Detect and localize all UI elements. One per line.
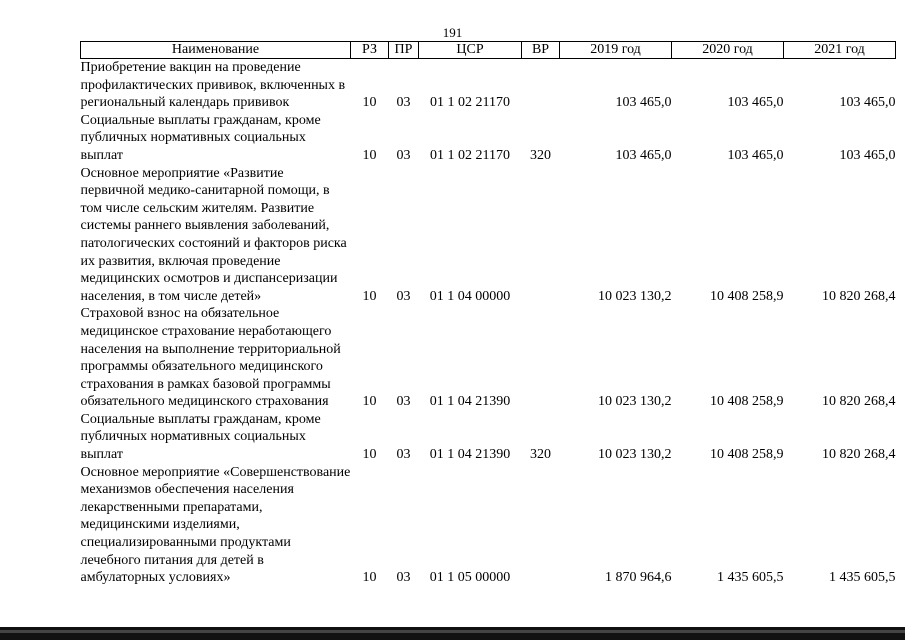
row-name: Страховой взнос на обязательное медицинское страхование неработающего населения на выполнение территориальной программы обязательного медицинского страхования в рамках базовой программы обязательного медицинского страхования — [80, 306, 341, 410]
column-header-pr: ПР — [389, 42, 419, 59]
row-2019: 1 870 964,6 — [605, 570, 672, 586]
row-csr: 01 1 04 21390 — [429, 394, 511, 410]
row-2019: 10 023 130,2 — [598, 447, 672, 463]
row-vr — [522, 464, 560, 587]
bottom-border-stripe — [0, 630, 905, 633]
table-row — [81, 411, 896, 464]
row-name: Социальные выплаты гражданам, кроме публичных нормативных социальных выплат — [80, 112, 321, 163]
row-2019: 10 023 130,2 — [598, 288, 672, 304]
row-2021: 1 435 605,5 — [829, 570, 896, 586]
row-2021: 10 820 268,4 — [822, 447, 896, 463]
column-header-name: Наименование — [81, 42, 351, 59]
column-header-vr: ВР — [522, 42, 560, 59]
row-csr: 01 1 05 00000 — [429, 570, 511, 586]
row-pr: 03 — [396, 570, 411, 586]
table-row — [81, 59, 896, 112]
row-vr: 320 — [530, 147, 551, 163]
row-pr: 03 — [396, 447, 411, 463]
row-2021: 10 820 268,4 — [822, 288, 896, 304]
table-row — [81, 112, 896, 165]
row-2019: 103 465,0 — [615, 95, 672, 111]
row-pr: 03 — [396, 394, 411, 410]
row-2020: 10 408 258,9 — [710, 394, 784, 410]
row-2019: 10 023 130,2 — [598, 394, 672, 410]
row-rz: 10 — [362, 570, 377, 586]
row-2020: 1 435 605,5 — [717, 570, 784, 586]
budget-table — [80, 41, 896, 587]
column-header-rz: РЗ — [351, 42, 389, 59]
row-name: Основное мероприятие «Совершенствование механизмов обеспечения населения лекарственными препаратами, медицинскими изделиями, специализированными продуктами лечебного питания для детей в амбулаторных условиях» — [80, 464, 351, 586]
row-vr: 320 — [530, 447, 551, 463]
row-pr: 03 — [396, 95, 411, 111]
column-header-csr: ЦСР — [419, 42, 522, 59]
row-vr — [522, 305, 560, 411]
table-header-row — [81, 42, 896, 59]
row-csr: 01 1 02 21170 — [430, 147, 510, 163]
row-rz: 10 — [362, 288, 377, 304]
row-vr — [522, 165, 560, 306]
row-csr: 01 1 04 21390 — [429, 447, 511, 463]
row-rz: 10 — [362, 95, 377, 111]
table-row — [81, 305, 896, 411]
row-2020: 10 408 258,9 — [710, 288, 784, 304]
page-number: 191 — [442, 25, 463, 40]
column-header-2021: 2021 год — [784, 42, 896, 59]
row-name: Приобретение вакцин на проведение профилактических прививок, включенных в региональный календарь прививок — [80, 60, 346, 111]
row-vr — [522, 59, 560, 112]
row-2020: 103 465,0 — [727, 95, 784, 111]
bottom-border-divider — [0, 627, 905, 640]
row-name: Социальные выплаты гражданам, кроме публичных нормативных социальных выплат — [80, 411, 321, 463]
row-name: Основное мероприятие «Развитие первичной медико-санитарной помощи, в том числе сельским жителям. Развитие системы раннего выявления заболеваний, патологических состояний и факторов риска их развития, включая проведение медицинских осмотров и диспансеризации населения, в том числе детей» — [80, 165, 347, 304]
table-row — [81, 464, 896, 587]
row-2021: 10 820 268,4 — [822, 394, 896, 410]
row-rz: 10 — [362, 147, 377, 163]
row-csr: 01 1 04 00000 — [429, 288, 511, 304]
row-2021: 103 465,0 — [839, 95, 896, 111]
row-2020: 10 408 258,9 — [710, 447, 784, 463]
column-header-2019: 2019 год — [560, 42, 672, 59]
row-2021: 103 465,0 — [839, 147, 896, 163]
row-rz: 10 — [362, 447, 377, 463]
row-pr: 03 — [396, 288, 411, 304]
row-pr: 03 — [396, 147, 411, 163]
table-row — [81, 165, 896, 306]
row-2019: 103 465,0 — [615, 147, 672, 163]
column-header-2020: 2020 год — [672, 42, 784, 59]
row-csr: 01 1 02 21170 — [430, 95, 510, 111]
row-2020: 103 465,0 — [727, 147, 784, 163]
row-rz: 10 — [362, 394, 377, 410]
